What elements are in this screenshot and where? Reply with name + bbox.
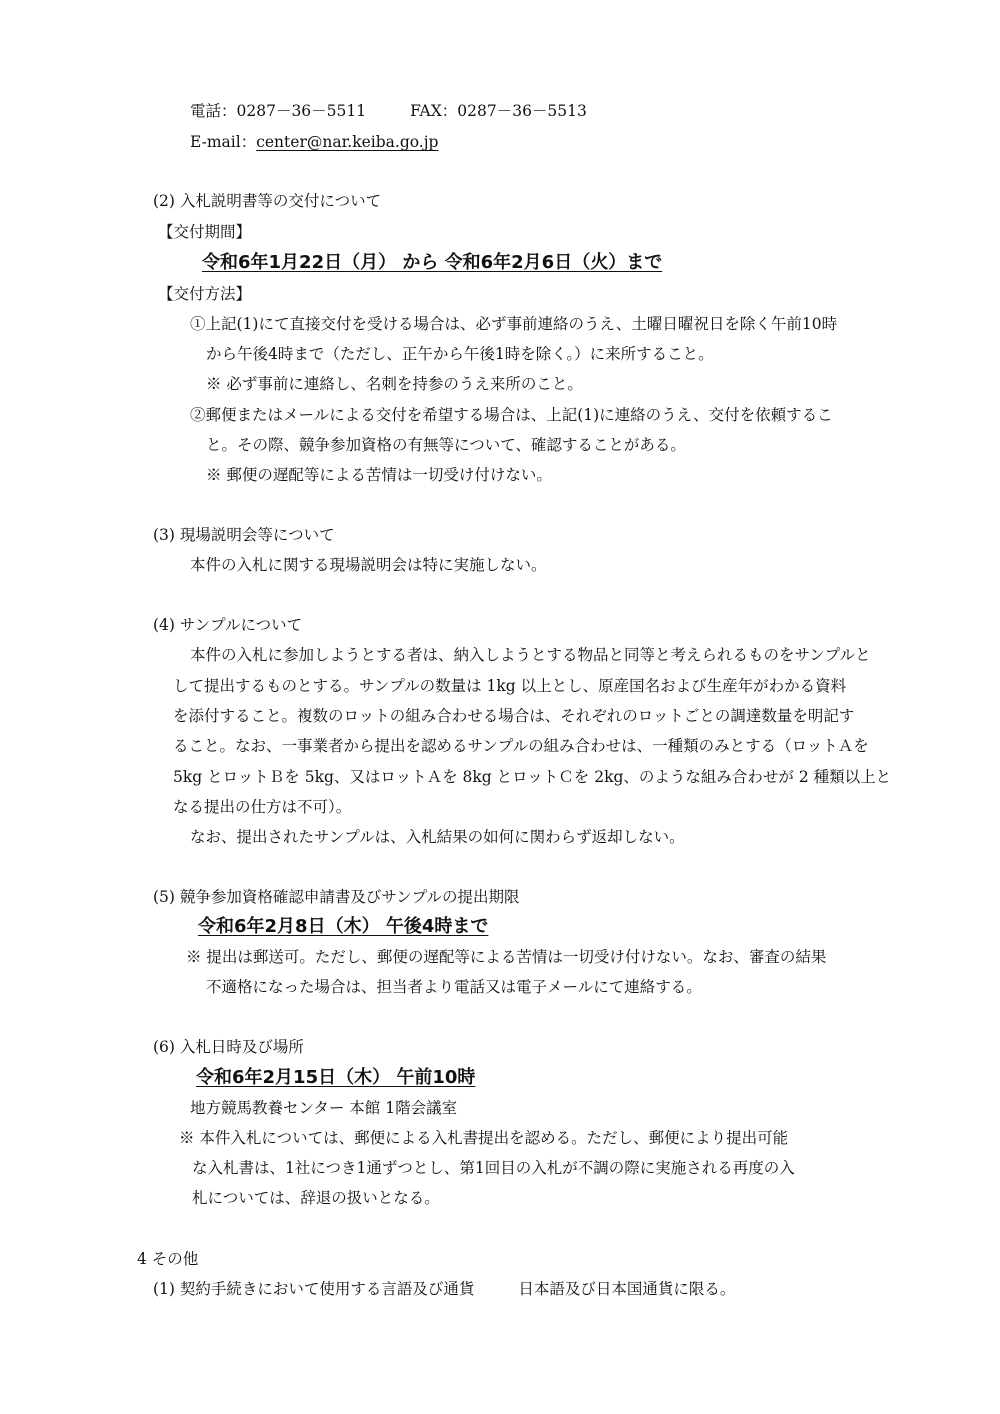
contact-phone: 電話：0287－36－5511 — [190, 102, 367, 120]
submission-deadline: 令和6年2月8日（木） 午後4時まで — [198, 916, 489, 937]
sample-paragraph-line: を添付すること。複数のロットの組み合わせる場合は、それぞれのロットごとの調達数量を明記す — [173, 707, 855, 725]
section-6-note-line-1: ※ 本件入札については、郵便による入札書提出を認める。ただし、郵便により提出可能 — [179, 1129, 789, 1147]
method-1-line-2: から午後4時まで（ただし、正午から午後1時を除く。）に来所すること。 — [206, 345, 714, 363]
method-1-line-1: ①上記(1)にて直接交付を受ける場合は、必ず事前連絡のうえ、土曜日曜祝日を除く午前10時 — [190, 315, 838, 333]
method-2-line-2: と。その際、競争参加資格の有無等について、確認することがある。 — [206, 436, 686, 454]
issue-period-label: 【交付期間】 — [158, 223, 252, 241]
method-2-line-1: ②郵便またはメールによる交付を希望する場合は、上記(1)に連絡のうえ、交付を依頼するこ — [190, 406, 833, 424]
contact-fax: FAX：0287－36－5513 — [410, 102, 587, 120]
section-6-note-line-3: 札については、辞退の扱いとなる。 — [192, 1189, 440, 1207]
method-1-note: ※ 必ず事前に連絡し、名刺を持参のうえ来所のこと。 — [206, 375, 583, 393]
issue-method-label: 【交付方法】 — [158, 285, 252, 303]
other-item-1-value: 日本語及び日本国通貨に限る。 — [518, 1280, 736, 1298]
bid-datetime: 令和6年2月15日（木） 午前10時 — [196, 1067, 476, 1088]
issue-period: 令和6年1月22日（月） から 令和6年2月6日（火）まで — [202, 252, 663, 273]
section-2-heading: (2) 入札説明書等の交付について — [153, 192, 382, 210]
sample-return-note: なお、提出されたサンプルは、入札結果の如何に関わらず返却しない。 — [190, 828, 685, 846]
contact-line — [190, 100, 587, 122]
section-5-heading: (5) 競争参加資格確認申請書及びサンプルの提出期限 — [153, 888, 520, 906]
section-4-heading: (4) サンプルについて — [153, 616, 303, 634]
bid-place: 地方競馬教養センター 本館 1階会議室 — [190, 1099, 458, 1117]
contact-email-line — [190, 131, 438, 153]
section-3-heading: (3) 現場説明会等について — [153, 526, 335, 544]
sample-paragraph-line: なる提出の仕方は不可）。 — [173, 798, 352, 816]
method-2-note: ※ 郵便の遅配等による苦情は一切受け付けない。 — [206, 466, 552, 484]
sample-paragraph-line: ること。なお、一事業者から提出を認めるサンプルの組み合わせは、一種類のみとする（ロットＡを — [173, 737, 869, 755]
other-item-1 — [153, 1278, 735, 1300]
contact-email-label: E-mail： — [190, 133, 257, 151]
sample-paragraph-line: 5kg とロットＢを 5kg、又はロットＡを 8kg とロットＣを 2kg、のような組み合わせが 2 種類以上と — [173, 768, 892, 786]
sample-paragraph-line: して提出するものとする。サンプルの数量は 1kg 以上とし、原産国名および生産年がわかる資料 — [173, 677, 847, 695]
section-6-heading: (6) 入札日時及び場所 — [153, 1038, 304, 1056]
section-6-note-line-2: な入札書は、1社につき1通ずつとし、第1回目の入札が不調の際に実施される再度の入 — [192, 1159, 795, 1177]
section-5-note-line-1: ※ 提出は郵送可。ただし、郵便の遅配等による苦情は一切受け付けない。なお、審査の結果 — [186, 948, 827, 966]
other-item-1-label: (1) 契約手続きにおいて使用する言語及び通貨 — [153, 1280, 475, 1298]
other-heading: 4 その他 — [137, 1250, 199, 1268]
contact-email-link[interactable]: center@nar.keiba.go.jp — [256, 133, 439, 151]
section-3-body: 本件の入札に関する現場説明会は特に実施しない。 — [190, 556, 547, 574]
section-5-note-line-2: 不適格になった場合は、担当者より電話又は電子メールにて連絡する。 — [206, 978, 702, 996]
sample-paragraph-line: 本件の入札に参加しようとする者は、納入しようとする物品と同等と考えられるものをサンプルと — [190, 646, 871, 664]
